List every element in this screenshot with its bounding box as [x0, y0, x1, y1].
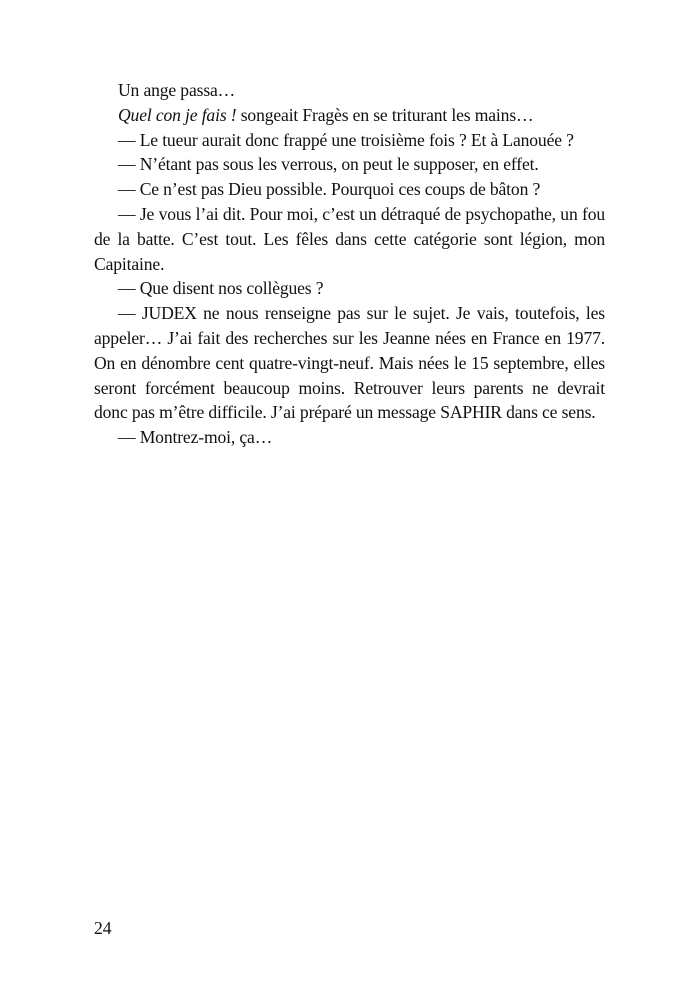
paragraph: — Montrez-moi, ça…: [118, 427, 273, 448]
paragraph: — Que disent nos collègues ?: [118, 278, 324, 299]
paragraph-text: songeait Fragès en se triturant les mains…: [236, 104, 534, 125]
paragraph: — N’étant pas sous les verrous, on peut le supposer, en effet.: [118, 154, 539, 175]
paragraph: Un ange passa…: [118, 80, 236, 100]
paragraph: — JUDEX ne nous renseigne pas sur le sujet. Je vais, toutefois, les appeler… J’ai fait des recherches sur les Jeanne nées en France en 1977. On en dénombre cent quatre-vingt-neuf. Mais nées le 15 septembre, elles seront forcément beaucoup moins. Retrouver leurs parents ne devrait donc pas m’être difficile. J’ai préparé un message SAPHIR dans ce sens.: [94, 303, 605, 423]
italic-thought: Quel con je fais !: [118, 104, 237, 125]
paragraph: [94, 103, 605, 128]
paragraph: — Ce n’est pas Dieu possible. Pourquoi ces coups de bâton ?: [118, 179, 541, 200]
body-text: [94, 78, 605, 450]
paragraph: — Je vous l’ai dit. Pour moi, c’est un détraqué de psychopathe, un fou de la batte. C’est tout. Les fêles dans cette catégorie sont légion, mon Capitaine.: [94, 203, 605, 274]
page-number: 24: [94, 918, 112, 938]
paragraph: — Le tueur aurait donc frappé une troisième fois ? Et à Lanouée ?: [118, 129, 574, 150]
